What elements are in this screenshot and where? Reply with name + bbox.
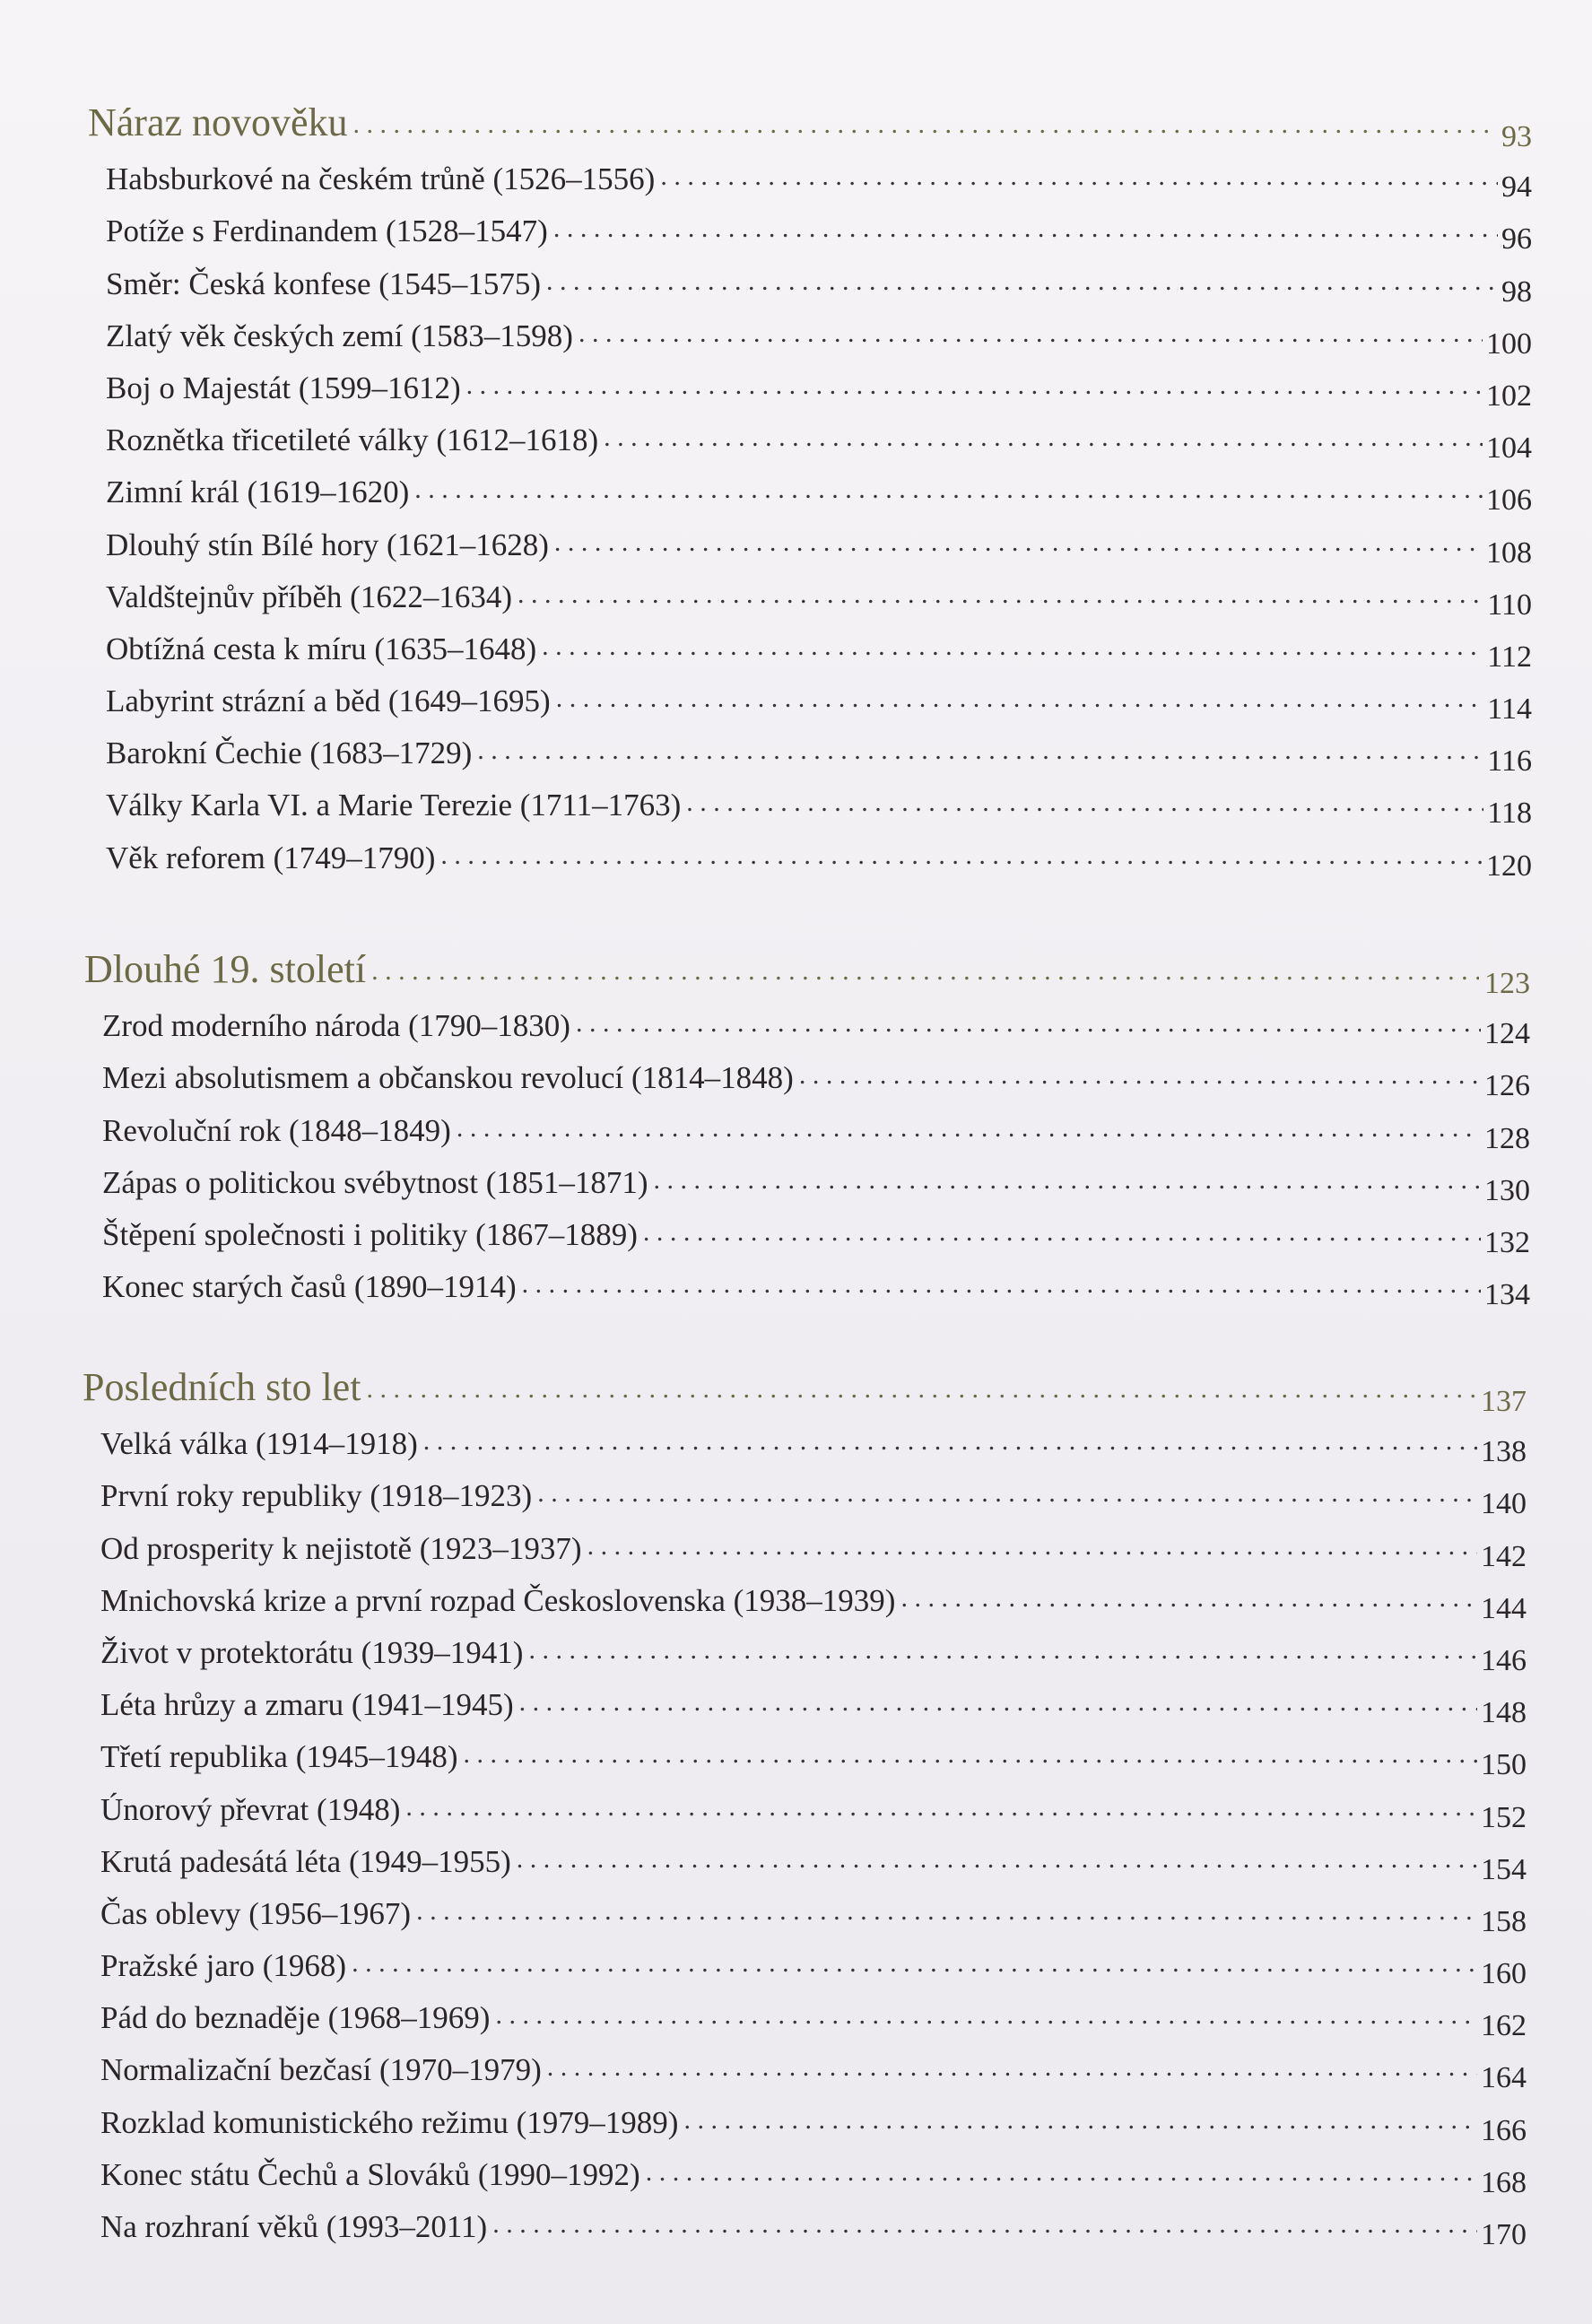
toc-entry	[100, 1723, 1527, 1782]
entry-title: Rozklad komunistického režimu (1979–1989)	[100, 2104, 679, 2140]
toc-entry	[102, 1044, 1530, 1103]
entry-title: Dlouhý stín Bílé hory (1621–1628)	[106, 527, 549, 562]
entry-title: Barokní Čechie (1683–1729)	[106, 735, 473, 771]
entry-title: Zlatý věk českých zemí (1583–1598)	[106, 318, 573, 353]
leader-dots	[517, 1846, 1477, 1880]
section-title: Náraz novověku	[88, 100, 348, 144]
toc-entry	[106, 719, 1532, 779]
toc-entry	[100, 1671, 1527, 1730]
toc-entry	[106, 823, 1532, 883]
entry-page-number: 116	[1487, 744, 1532, 779]
entry-page-number: 146	[1481, 1643, 1527, 1677]
entry-page-number: 154	[1481, 1852, 1527, 1886]
toc-entry	[106, 667, 1532, 727]
leader-dots	[414, 476, 1483, 510]
entry-page-number: 118	[1487, 796, 1532, 831]
entry-title: Od prosperity k nejistotě (1923–1937)	[100, 1530, 582, 1566]
toc-entry	[106, 510, 1532, 570]
entry-title: Roznětka třicetileté války (1612–1618)	[106, 422, 599, 458]
entry-page-number: 138	[1481, 1435, 1527, 1469]
entry-page-number: 102	[1486, 379, 1532, 413]
toc-entry	[100, 2141, 1527, 2199]
leader-dots	[556, 685, 1484, 719]
section-heading	[83, 1356, 1527, 1418]
entry-page-number: 128	[1484, 1121, 1530, 1155]
entry-title: Zrod moderního národa (1790–1830)	[102, 1008, 570, 1044]
leader-dots	[587, 1533, 1477, 1567]
leader-dots	[522, 1271, 1481, 1305]
entry-title: Věk reforem (1749–1790)	[106, 840, 436, 875]
leader-dots	[643, 1219, 1481, 1253]
leader-dots	[604, 424, 1483, 458]
entry-title: Revoluční rok (1848–1849)	[102, 1112, 451, 1148]
leader-dots	[547, 2054, 1477, 2088]
leader-dots	[371, 958, 1479, 992]
entry-title: Války Karla VI. a Marie Terezie (1711–1763)	[106, 788, 682, 823]
entry-page-number: 120	[1486, 849, 1532, 883]
leader-dots	[405, 1794, 1477, 1828]
section-title: Posledních sto let	[83, 1365, 361, 1409]
entry-page-number: 98	[1501, 274, 1532, 309]
section-page-number: 123	[1484, 967, 1530, 1000]
entry-title: Mezi absolutismem a občanskou revolucí (1814–1848)	[102, 1060, 794, 1096]
leader-dots	[660, 163, 1498, 197]
toc-entry	[102, 1149, 1530, 1207]
entry-title: Na rozhraní věků (1993–2011)	[100, 2209, 488, 2244]
toc-entry	[102, 1096, 1530, 1155]
leader-dots	[440, 842, 1483, 876]
entry-page-number: 162	[1481, 2009, 1527, 2043]
leader-dots	[519, 1689, 1477, 1723]
entry-page-number: 150	[1481, 1748, 1527, 1782]
entry-title: První roky republiky (1918–1923)	[100, 1478, 533, 1514]
entry-title: Čas oblevy (1956–1967)	[100, 1895, 412, 1931]
leader-dots	[683, 2107, 1477, 2141]
entry-page-number: 142	[1481, 1539, 1527, 1573]
entry-title: Únorový převrat (1948)	[100, 1791, 401, 1827]
leader-dots	[477, 737, 1483, 771]
entry-page-number: 106	[1486, 483, 1532, 518]
leader-dots	[686, 789, 1483, 823]
toc-entry	[106, 354, 1532, 413]
entry-page-number: 152	[1481, 1800, 1527, 1834]
toc-entry	[106, 771, 1532, 831]
entry-page-number: 140	[1481, 1487, 1527, 1521]
toc-entry	[100, 2036, 1527, 2095]
leader-dots	[528, 1637, 1477, 1671]
entry-title: Zápas o politickou svébytnost (1851–1871)	[102, 1164, 648, 1200]
toc-entry	[100, 1514, 1527, 1573]
leader-dots	[416, 1898, 1477, 1932]
entry-page-number: 110	[1487, 588, 1532, 622]
leader-dots	[553, 215, 1498, 249]
entry-page-number: 96	[1501, 222, 1532, 257]
leader-dots	[495, 2002, 1477, 2036]
leader-dots	[464, 1741, 1477, 1775]
toc-entry	[100, 1619, 1527, 1677]
toc-entry	[100, 1775, 1527, 1834]
entry-page-number: 134	[1484, 1278, 1530, 1312]
entry-page-number: 126	[1484, 1069, 1530, 1103]
section-heading	[84, 938, 1530, 1000]
entry-page-number: 130	[1484, 1173, 1530, 1207]
entry-title: Normalizační bezčasí (1970–1979)	[100, 2052, 542, 2088]
toc-entry	[106, 249, 1532, 309]
leader-dots	[579, 320, 1483, 354]
leader-dots	[466, 372, 1483, 406]
entry-title: Život v protektorátu (1939–1941)	[100, 1634, 524, 1670]
toc-entry	[100, 1828, 1527, 1886]
toc-entry	[106, 145, 1532, 205]
leader-dots	[900, 1585, 1477, 1619]
entry-title: Habsburkové na českém trůně (1526–1556)	[106, 161, 656, 197]
toc-section	[84, 938, 1530, 1312]
toc-entry	[106, 563, 1532, 622]
entry-title: Velká válka (1914–1918)	[100, 1426, 418, 1462]
entry-page-number: 144	[1481, 1591, 1527, 1625]
leader-dots	[352, 1950, 1477, 1984]
leader-dots	[353, 111, 1496, 145]
leader-dots	[542, 633, 1483, 667]
leader-dots	[554, 529, 1483, 563]
entry-page-number: 100	[1486, 326, 1532, 361]
toc-section	[88, 91, 1532, 883]
entry-title: Mnichovská krize a první rozpad Československa (1938–1939)	[100, 1582, 896, 1618]
entry-title: Valdštejnův příběh (1622–1634)	[106, 579, 512, 614]
leader-dots	[646, 2159, 1477, 2193]
leader-dots	[799, 1062, 1481, 1096]
entry-page-number: 170	[1481, 2218, 1527, 2251]
leader-dots	[518, 581, 1483, 615]
entry-title: Konec starých časů (1890–1914)	[102, 1269, 517, 1305]
toc-section	[83, 1356, 1527, 2251]
toc-entry	[106, 615, 1532, 674]
toc-entry	[102, 1253, 1530, 1312]
section-title: Dlouhé 19. století	[84, 947, 367, 991]
toc-entry	[100, 1410, 1527, 1469]
toc-entry	[100, 2088, 1527, 2147]
entry-page-number: 104	[1486, 431, 1532, 466]
leader-dots	[546, 268, 1498, 302]
entry-title: Konec státu Čechů a Slováků (1990–1992)	[100, 2156, 640, 2192]
entry-title: Štěpení společnosti i politiky (1867–1889)	[102, 1216, 638, 1252]
entry-title: Pražské jaro (1968)	[100, 1948, 347, 1984]
section-heading	[88, 91, 1532, 153]
toc-entry	[100, 1880, 1527, 1938]
entry-title: Obtížná cesta k míru (1635–1648)	[106, 631, 537, 666]
entry-page-number: 108	[1486, 535, 1532, 570]
leader-dots	[423, 1428, 1477, 1462]
entry-page-number: 148	[1481, 1696, 1527, 1730]
entry-page-number: 168	[1481, 2165, 1527, 2199]
entry-title: Směr: Česká konfese (1545–1575)	[106, 265, 542, 301]
toc-entry	[100, 1462, 1527, 1521]
leader-dots	[576, 1010, 1481, 1044]
leader-dots	[366, 1376, 1475, 1410]
entry-page-number: 94	[1501, 170, 1532, 205]
entry-title: Léta hrůzy a zmaru (1941–1945)	[100, 1687, 514, 1723]
leader-dots	[492, 2211, 1477, 2245]
toc-entry	[100, 1567, 1527, 1625]
entry-page-number: 158	[1481, 1904, 1527, 1938]
toc-entry	[102, 992, 1530, 1051]
leader-dots	[457, 1115, 1481, 1149]
entry-page-number: 166	[1481, 2113, 1527, 2147]
toc-entry	[100, 1932, 1527, 1991]
entry-page-number: 112	[1487, 640, 1532, 674]
entry-title: Pád do beznaděje (1968–1969)	[100, 2000, 491, 2036]
entry-page-number: 132	[1484, 1225, 1530, 1259]
entry-title: Boj o Majestát (1599–1612)	[106, 370, 461, 405]
entry-title: Krutá padesátá léta (1949–1955)	[100, 1843, 511, 1879]
entry-title: Potíže s Ferdinandem (1528–1547)	[106, 213, 548, 249]
entry-title: Labyrint strázní a běd (1649–1695)	[106, 683, 551, 719]
entry-page-number: 160	[1481, 1957, 1527, 1991]
toc-entry	[106, 197, 1532, 257]
toc-entry	[100, 2193, 1527, 2251]
entry-page-number: 164	[1481, 2061, 1527, 2095]
entry-page-number: 124	[1484, 1017, 1530, 1051]
entry-title: Zimní král (1619–1620)	[106, 474, 410, 510]
toc-entry	[100, 1984, 1527, 2043]
section-page-number: 137	[1481, 1385, 1527, 1418]
section-page-number: 93	[1501, 120, 1532, 153]
entry-title: Třetí republika (1945–1948)	[100, 1739, 458, 1775]
entry-page-number: 114	[1487, 692, 1532, 727]
toc-entry	[106, 458, 1532, 518]
leader-dots	[654, 1167, 1481, 1201]
toc-entry	[106, 302, 1532, 361]
leader-dots	[537, 1480, 1477, 1514]
toc-entry	[106, 406, 1532, 466]
toc-entry	[102, 1201, 1530, 1259]
